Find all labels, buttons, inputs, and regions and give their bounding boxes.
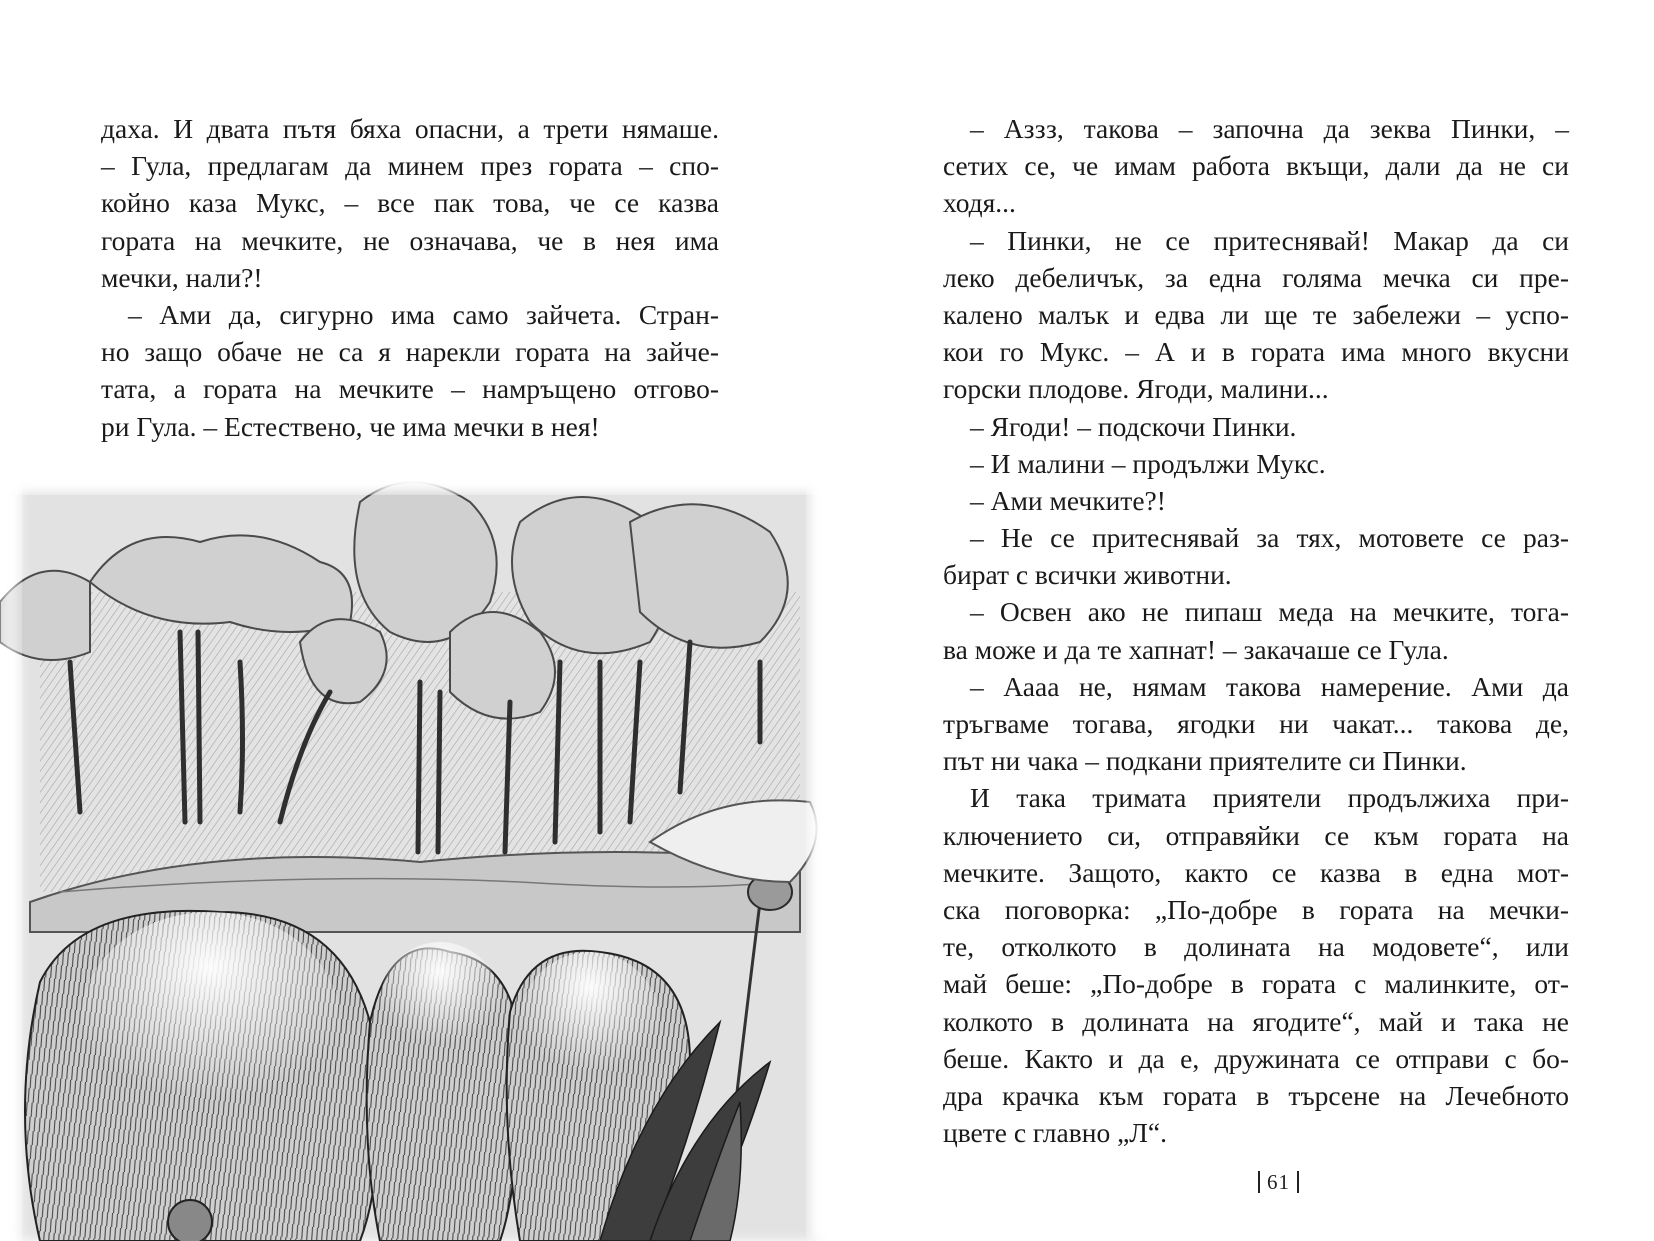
text-line: май беше: „По-добре в гората с малинките, от- bbox=[943, 968, 1569, 1000]
text-line: беше. Както и да е, дружината се отправи с бо- bbox=[943, 1042, 1569, 1074]
text-line: – Пинки, не се притеснявай! Макар да си bbox=[970, 224, 1569, 256]
forest-sketch-image bbox=[0, 462, 840, 1241]
text-line: койно каза Мукс, – все пак това, че се казва bbox=[101, 187, 719, 219]
text-line: те, отколкото в долината на модовете“, или bbox=[943, 931, 1569, 963]
text-line: кои го Мукс. – А и в гората има много вкусни bbox=[943, 336, 1569, 368]
text-line: цвете с главно „Л“. bbox=[943, 1117, 1168, 1149]
text-line: калено малък и едва ли ще те забележи – успо- bbox=[943, 298, 1569, 330]
text-line: тръгваме тогава, ягодки ни чакат... такова де, bbox=[943, 708, 1569, 739]
folio-bar-right bbox=[1297, 1171, 1299, 1193]
text-line: бират с всички животни. bbox=[943, 559, 1232, 591]
right-text-column bbox=[943, 110, 1569, 1151]
text-line: – Не се притеснявай за тях, мотовете се раз- bbox=[970, 522, 1569, 554]
text-line: – Гула, предлагам да минем през гората – спо- bbox=[101, 150, 719, 182]
text-line: – Аааа не, нямам такова намерение. Ами да bbox=[970, 670, 1569, 702]
text-line: път ни чака – подкани приятелите си Пинки. bbox=[943, 745, 1467, 777]
text-line: мечки, нали?! bbox=[101, 261, 263, 293]
text-line: гората на мечките, не означава, че в нея има bbox=[101, 224, 719, 256]
text-line: ва може и да те хапнат! – закачаше се Гула. bbox=[943, 633, 1449, 665]
text-line: – Освен ако не пипаш меда на мечките, тога- bbox=[970, 596, 1569, 628]
text-line: ходя... bbox=[943, 187, 1016, 219]
text-line: мечките. Защото, както се казва в една мот- bbox=[943, 856, 1569, 888]
left-text-column bbox=[101, 110, 719, 445]
text-line: ключението си, отправяйки се към гората на bbox=[943, 819, 1569, 851]
text-line: – Ами да, сигурно има само зайчета. Стран- bbox=[128, 298, 719, 330]
text-line: – Ягоди! – подскочи Пинки. bbox=[970, 410, 1297, 442]
text-line: дра крачка към гората в търсене на Лечебното bbox=[943, 1079, 1569, 1111]
text-line: тата, а гората на мечките – намръщено отгово- bbox=[101, 373, 719, 405]
text-line: но защо обаче не са я нарекли гората на зайче- bbox=[101, 336, 719, 368]
folio-bar-left bbox=[1258, 1171, 1260, 1193]
text-line: горски плодове. Ягоди, малини... bbox=[943, 373, 1329, 405]
text-line: – И малини – продължи Мукс. bbox=[970, 447, 1326, 479]
page-number bbox=[1251, 1170, 1306, 1195]
text-line: И така тримата приятели продължиха при- bbox=[970, 782, 1569, 814]
text-line: – Ами мечките?! bbox=[970, 484, 1166, 516]
page-number-text: 61 bbox=[1267, 1170, 1290, 1194]
text-line: ска поговорка: „По-добре в гората на мечки- bbox=[943, 893, 1569, 925]
text-line: – Аззз, такова – започна да зеква Пинки, – bbox=[970, 113, 1569, 144]
text-line: колкото в долината на ягодите“, май и така не bbox=[943, 1005, 1569, 1037]
text-line: леко дебеличък, за една голяма мечка си пре- bbox=[943, 261, 1569, 293]
text-line: даха. И двата пътя бяха опасни, а трети нямаше. bbox=[101, 113, 719, 144]
text-line: сетих се, че имам работа вкъщи, дали да не си bbox=[943, 150, 1569, 182]
text-line: ри Гула. – Естествено, че има мечки в нея! bbox=[101, 410, 600, 442]
forest-illustration bbox=[0, 462, 840, 1241]
right-page bbox=[827, 0, 1654, 1241]
